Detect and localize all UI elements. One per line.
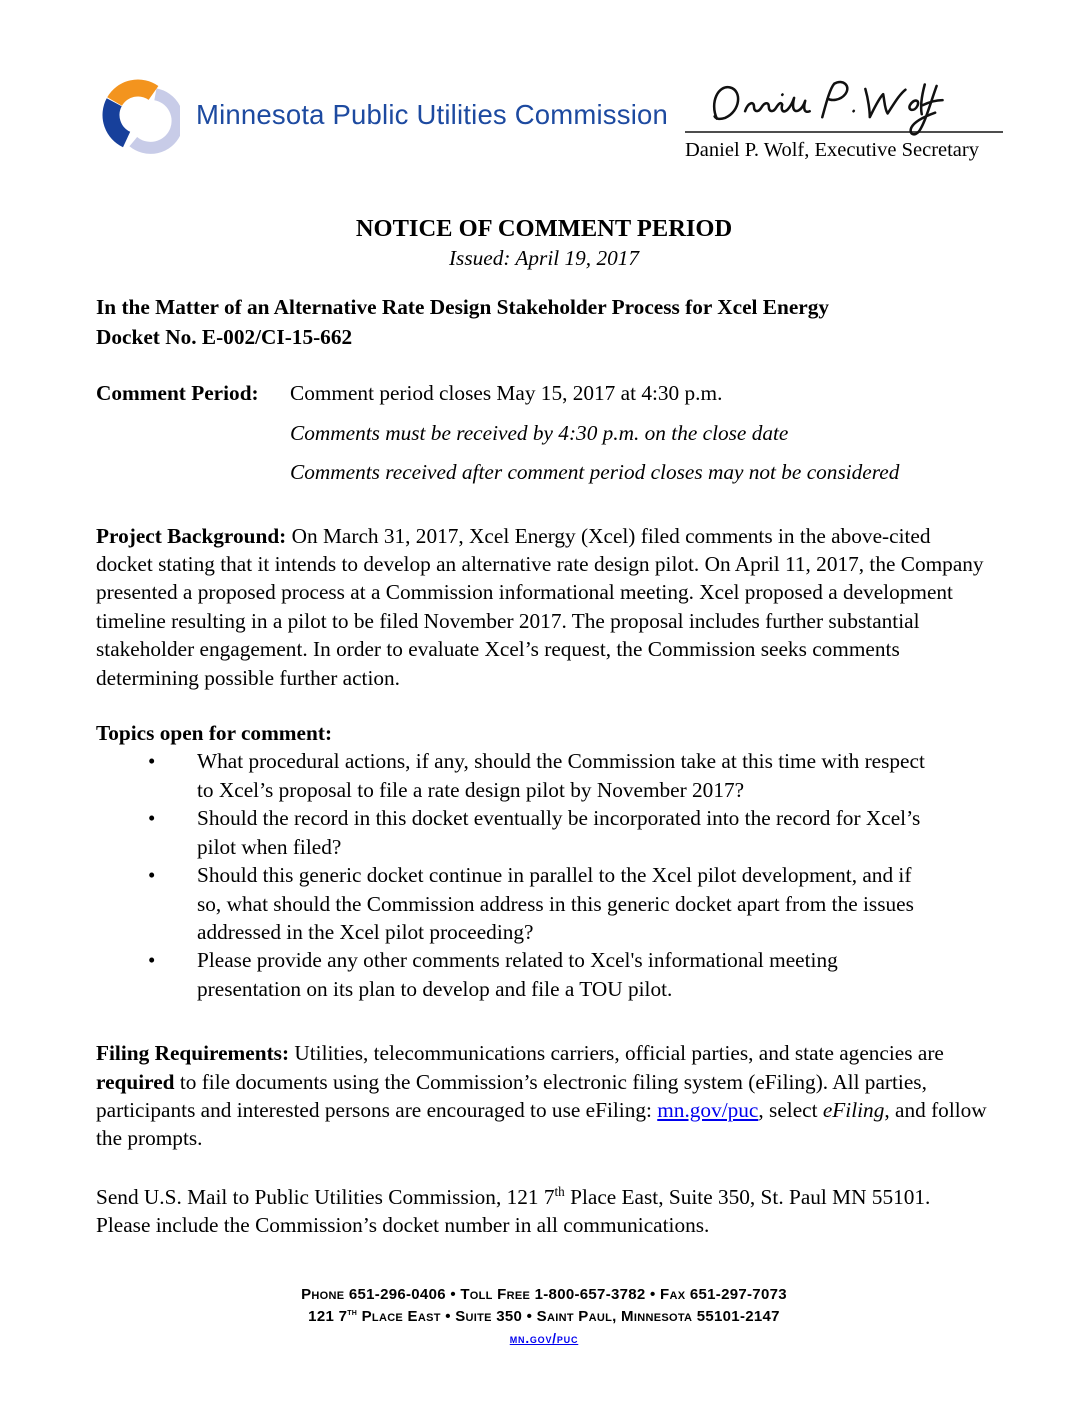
footer-ordinal-superscript: th (347, 1307, 358, 1317)
filing-mid-text: to file documents using the Commission’s electronic filing system (eFiling). All parties, participants and interested persons are encouraged to use eFiling: (96, 1069, 927, 1122)
topics-section (96, 719, 1040, 1003)
mail-text-2: Place East, Suite 350, St. Paul MN 55101. Please include the Commission’s docket number in all communications. (96, 1184, 931, 1238)
project-background-label: Project Background: (96, 523, 287, 548)
topic-bullet-4: • Please provide any other comments related to Xcel's informational meeting presentation on its plan to develop and file a TOU pilot. (197, 946, 936, 1003)
comment-period-section (96, 379, 1040, 497)
document-title: NOTICE OF COMMENT PERIOD (355, 215, 733, 243)
comment-period-closes: Comment period closes May 15, 2017 at 4:30 p.m. (290, 381, 723, 406)
topics-list (96, 747, 936, 1003)
topics-label: Topics open for comment: (96, 721, 333, 746)
title-block (0, 214, 1088, 272)
document-header (96, 73, 1040, 164)
footer-address-part1: 121 7 (308, 1308, 348, 1325)
project-background-section (96, 522, 1040, 692)
footer-address-line (0, 1306, 1088, 1328)
filing-mid-text-2: , select (758, 1097, 823, 1122)
mpuc-logo-icon (96, 73, 180, 157)
mail-text-1: Send U.S. Mail to Public Utilities Commission, 121 7 (96, 1184, 555, 1209)
topic-bullet-1: • What procedural actions, if any, should the Commission take at this time with respect to Xcel’s proposal to file a rate design pilot by November 2017? (197, 747, 936, 804)
footer-address-part2: Place East • Suite 350 • Saint Paul, Minnesota 55101-2147 (357, 1308, 780, 1325)
comment-period-note-1: Comments must be received by 4:30 p.m. on the close date (290, 420, 789, 445)
mn-gov-puc-link[interactable]: mn.gov/puc (657, 1097, 759, 1122)
comment-period-label: Comment Period: (96, 381, 259, 406)
signature-block (685, 131, 1003, 164)
ordinal-superscript: th (554, 1183, 565, 1199)
efiling-word: eFiling (822, 1097, 885, 1122)
page-footer (0, 1284, 1088, 1350)
footer-contact-line: Phone 651-296-0406 • Toll Free 1-800-657-3782 • Fax 651-297-7073 (301, 1286, 787, 1303)
topic-bullet-3: • Should this generic docket continue in parallel to the Xcel pilot development, and if so, what should the Commission address in this generic docket apart from the issues addressed in the Xcel pilot proceeding? (197, 861, 936, 946)
topic-bullet-2: • Should the record in this docket eventually be incorporated into the record for Xcel’s pilot when filed? (197, 804, 936, 861)
required-word: required (96, 1069, 175, 1094)
matter-line: In the Matter of an Alternative Rate Design Stakeholder Process for Xcel Energy (96, 295, 830, 320)
comment-period-note-2: Comments received after comment period closes may not be considered (290, 460, 900, 485)
docket-number: Docket No. E-002/CI-15-662 (96, 325, 353, 350)
issued-date: Issued: April 19, 2017 (448, 246, 640, 271)
org-name: Minnesota Public Utilities Commission (196, 98, 668, 130)
project-background-text: On March 31, 2017, Xcel Energy (Xcel) filed comments in the above-cited docket stating that it intends to develop an alternative rate design pilot. On April 11, 2017, the Company presented a proposed process at a Commission informational meeting. Xcel proposed a development timeline resulting in a pilot to be filed November 2017. The proposal includes further substantial stakeholder engagement. In order to evaluate Xcel’s request, the Commission seeks comments determining possible further action. (96, 523, 984, 690)
filing-requirements-label: Filing Requirements: (96, 1041, 290, 1066)
comment-period-body (290, 379, 1040, 497)
signature-handwriting-image (705, 77, 947, 141)
filing-lead-text: Utilities, telecommunications carriers, official parties, and state agencies are (289, 1041, 944, 1066)
filing-requirements-section (96, 1039, 1040, 1153)
filing-tail-text: , and follow the prompts. (96, 1097, 987, 1151)
signatory-name: Daniel P. Wolf, Executive Secretary (685, 139, 979, 161)
brand (96, 73, 668, 157)
footer-mn-gov-puc-link[interactable]: mn.gov/puc (509, 1331, 579, 1346)
mail-instructions-section (96, 1183, 1040, 1240)
matter-block (96, 292, 1040, 352)
